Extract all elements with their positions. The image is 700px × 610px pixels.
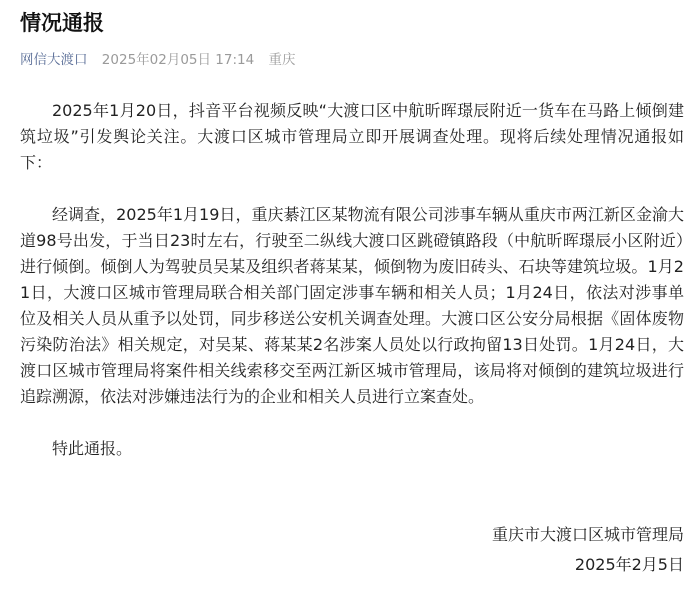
paragraph-intro: 2025年1月20日，抖音平台视频反映“大渡口区中航昕晖璟辰附近一货车在马路上倾倒建筑垃圾”引发舆论关注。大渡口区城市管理局立即开展调查处理。现将后续处理情况通报如下： <box>20 101 684 172</box>
paragraph-closing: 特此通报。 <box>52 439 133 458</box>
paragraph-investigation: 经调查，2025年1月19日，重庆綦江区某物流有限公司涉事车辆从重庆市两江新区金渝大道98号出发，于当日23时左右，行驶至二纵线大渡口区跳磴镇路段（中航昕晖璟辰小区附近）进行倾倒。倾倒人为驾驶员吴某及组织者蒋某某，倾倒物为废旧砖头、石块等建筑垃圾。1月21日，大渡口区城市管理局联合相关部门固定涉事车辆和相关人员；1月24日，依法对涉事单位及相关人员从重予以处罚，同步移送公安机关调查处理。大渡口区公安分局根据《固体废物污染防治法》相关规定，对吴某、蒋某某2名涉案人员处以行政拘留13日处罚。1月24日，大渡口区城市管理局将案件相关线索移交至两江新区城市管理局，该局将对倾倒的建筑垃圾进行追踪溯源，依法对涉嫌违法行为的企业和相关人员进行立案查处。 <box>20 205 684 406</box>
article-meta <box>20 50 306 70</box>
publish-date: 2025年02月05日 17:14 <box>101 52 255 68</box>
article-title: 情况通报 <box>20 11 104 35</box>
signature-date: 2025年2月5日 <box>574 555 684 574</box>
signature-organization: 重庆市大渡口区城市管理局 <box>491 525 684 544</box>
source-account-link[interactable]: 网信大渡口 <box>20 52 88 68</box>
publish-location: 重庆 <box>268 52 296 68</box>
article-body <box>20 98 684 488</box>
signature-block <box>492 522 684 582</box>
